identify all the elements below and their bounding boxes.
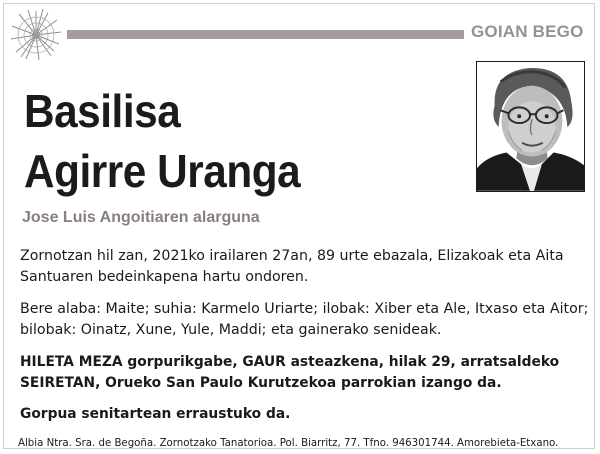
- deceased-last-name: Agirre Uranga: [24, 145, 301, 197]
- family-list-text: Bere alaba: Maite; suhia: Karmelo Uriarte; ilobak: Xiber eta Ale, Itxaso eta Aitor; bilobak: Oinatz, Xune, Yule, Maddi; eta gainerako senideak.: [20, 301, 589, 338]
- cremation-text: Gorpua senitartean erraustuko da.: [20, 406, 291, 422]
- header-bar: [67, 30, 464, 39]
- funeral-home-footer: Albia Ntra. Sra. de Begoña. Zornotzako Tanatorioa. Pol. Biarritz, 77. Tfno. 946301744. Amorebieta-Etxano.: [18, 438, 559, 449]
- header-title: GOIAN BEGO: [471, 22, 584, 41]
- deceased-first-name: Basilisa: [24, 85, 181, 137]
- deceased-relation: Jose Luis Angoitiaren alarguna: [22, 209, 260, 226]
- funeral-mass-text: HILETA MEZA gorpurikgabe, GAUR asteazkena, hilak 29, arratsaldeko SEIRETAN, Orueko San Paulo Kurutzekoa parrokian izango da.: [20, 354, 560, 391]
- obituary-frame: [3, 3, 595, 449]
- thistle-flower-icon: [9, 8, 63, 62]
- portrait-photo: [476, 61, 585, 192]
- death-notice-text: Zornotzan hil zan, 2021ko irailaren 27an, 89 urte ebazala, Elizakoak eta Aita Santuaren bedeinkapena hartu ondoren.: [20, 248, 564, 285]
